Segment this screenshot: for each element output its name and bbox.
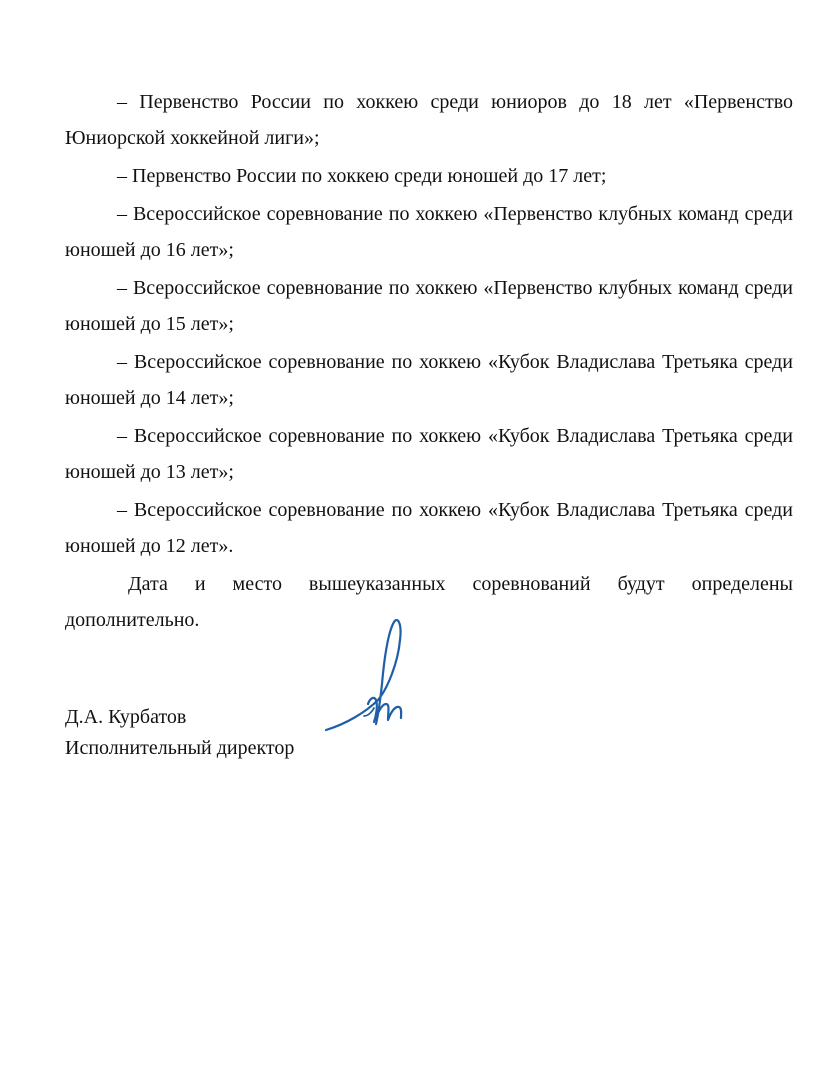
closing-paragraph: Дата и место вышеуказанных соревнований будут определены дополнительно. [65, 573, 793, 631]
signer-name: Д.А. Курбатов [65, 706, 187, 728]
competition-list-item: – Всероссийское соревнование по хоккею «Первенство клубных команд среди юношей до 15 лет»; [65, 277, 793, 335]
competition-list-item: – Всероссийское соревнование по хоккею «Кубок Владислава Третьяка среди юношей до 14 лет»; [65, 351, 793, 409]
competition-list-item: – Всероссийское соревнование по хоккею «Кубок Владислава Третьяка среди юношей до 13 лет»; [65, 425, 793, 483]
signer-title: Исполнительный директор [65, 737, 295, 759]
competition-list-item: – Всероссийское соревнование по хоккею «Кубок Владислава Третьяка среди юношей до 12 лет». [65, 499, 793, 557]
competition-list-item: – Первенство России по хоккею среди юниоров до 18 лет «Первенство Юниорской хоккейной лиги»; [65, 91, 793, 149]
document-body [65, 84, 793, 638]
competition-list-item: – Первенство России по хоккею среди юношей до 17 лет; [117, 165, 607, 187]
competition-list-item: – Всероссийское соревнование по хоккею «Первенство клубных команд среди юношей до 16 лет»; [65, 203, 793, 261]
handwritten-signature [318, 612, 428, 742]
